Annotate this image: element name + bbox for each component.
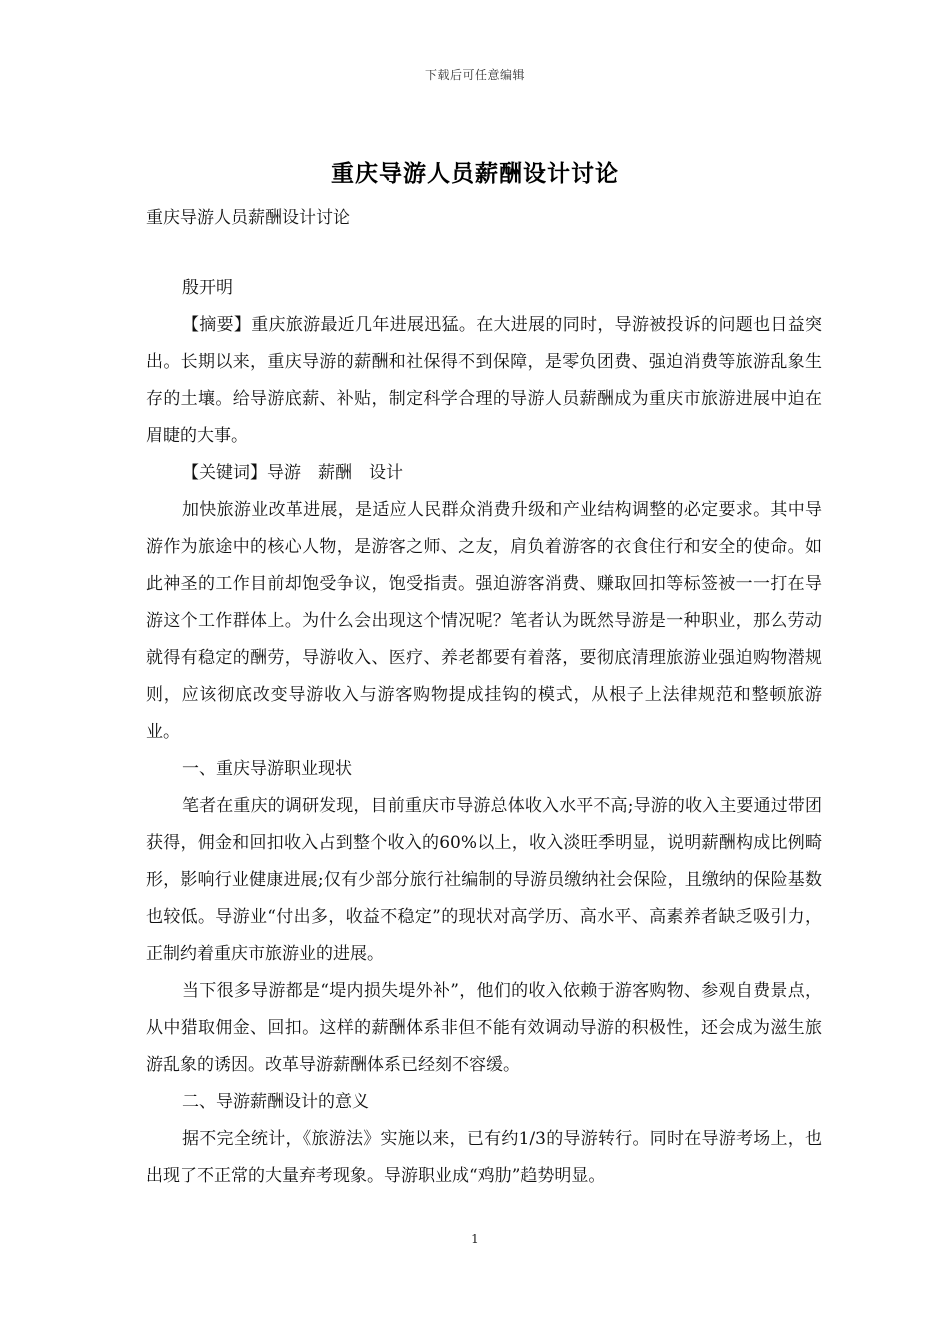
body-paragraph: 当下很多导游都是“堤内损失堤外补”，他们的收入依赖于游客购物、参观自费景点，从中猎取佣金、回扣。这样的薪酬体系非但不能有效调动导游的积极性，还会成为滋生旅游乱象的诱因。改革导游薪酬体系已经刻不容缓。 [146, 981, 822, 1075]
keywords-paragraph: 【关键词】导游 薪酬 设计 [182, 463, 403, 483]
page-number: 1 [471, 1232, 479, 1246]
header-note: 下载后可任意编辑 [424, 68, 525, 82]
body-paragraph: 据不完全统计，《旅游法》实施以来，已有约1/3的导游转行。同时在导游考场上，也出现了不正常的大量弃考现象。导游职业成“鸡肋”趋势明显。 [146, 1129, 822, 1186]
abstract-paragraph: 【摘要】重庆旅游最近几年进展迅猛。在大进展的同时，导游被投诉的问题也日益突出。长期以来，重庆导游的薪酬和社保得不到保障，是零负团费、强迫消费等旅游乱象生存的土壤。给导游底薪、补贴，制定科学合理的导游人员薪酬成为重庆市旅游进展中迫在眉睫的大事。 [146, 315, 822, 446]
document-title: 重庆导游人员薪酬设计讨论 [331, 160, 619, 187]
document-body [146, 270, 822, 1195]
body-paragraph: 加快旅游业改革进展，是适应人民群众消费升级和产业结构调整的必定要求。其中导游作为旅途中的核心人物，是游客之师、之友，肩负着游客的衣食住行和安全的使命。如此神圣的工作目前却饱受争议，饱受指责。强迫游客消费、赚取回扣等标签被一一打在导游这个工作群体上。为什么会出现这个情况呢？笔者认为既然导游是一种职业，那么劳动就得有稳定的酬劳，导游收入、医疗、养老都要有着落，要彻底清理旅游业强迫购物潜规则，应该彻底改变导游收入与游客购物提成挂钩的模式，从根子上法律规范和整顿旅游业。 [146, 500, 822, 742]
body-paragraph: 笔者在重庆的调研发现，目前重庆市导游总体收入水平不高;导游的收入主要通过带团获得，佣金和回扣收入占到整个收入的60%以上，收入淡旺季明显，说明薪酬构成比例畸形，影响行业健康进展;仅有少部分旅行社编制的导游员缴纳社会保险，且缴纳的保险基数也较低。导游业“付出多，收益不稳定”的现状对高学历、高水平、高素养者缺乏吸引力，正制约着重庆市旅游业的进展。 [146, 796, 822, 964]
author-line: 殷开明 [182, 278, 233, 298]
section-heading: 一、重庆导游职业现状 [182, 759, 352, 779]
section-heading: 二、导游薪酬设计的意义 [182, 1092, 369, 1112]
document-subtitle: 重庆导游人员薪酬设计讨论 [146, 208, 350, 228]
